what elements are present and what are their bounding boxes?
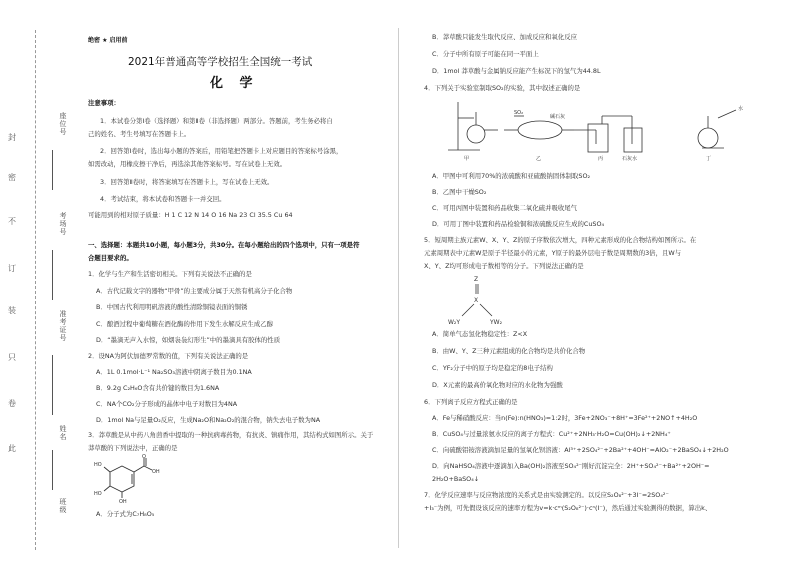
atomic-mass-line: 可能用到的相对原子质量：H 1 C 12 N 14 O 16 Na 23 Cl 35.5 Cu 64	[88, 211, 293, 219]
column-separator	[398, 28, 399, 548]
option-line: B．9.2g C₂H₆O含有共价键的数目为1.6NA	[96, 384, 220, 392]
question-stem: 4．下列关于实验室制取SO₂的实验，其中叙述正确的是	[424, 84, 581, 92]
note-line: 如需改动，用橡皮擦干净后，再选涂其他答案标号。写在试卷上无效。	[88, 160, 287, 168]
option-line: C．分子中所有原子可能在同一平面上	[432, 50, 539, 58]
section-heading: 一、选择题：本题共10小题，每小题3分，共30分。在每小题给出的四个选项中，只有一项是符	[88, 241, 360, 249]
apparatus-label-a: 甲	[464, 156, 470, 162]
svg-text:OH: OH	[119, 499, 127, 504]
note-line: 1．本试卷分第Ⅰ卷（选择题）和第Ⅱ卷（非选择题）两部分。答题前，考生务必将自	[100, 117, 333, 125]
exam-room-line[interactable]	[52, 250, 53, 300]
group-w2y: W₂Y	[448, 319, 461, 326]
soda-lime-label: 碱石灰	[550, 114, 566, 120]
name-line[interactable]	[52, 450, 53, 490]
option-line: A．简单气态氢化物稳定性：Z<X	[432, 330, 528, 338]
class-label: 班级	[59, 498, 67, 514]
binding-char: 卷	[8, 399, 16, 408]
apparatus-label-b: 乙	[536, 156, 542, 162]
admission-number-line[interactable]	[52, 355, 53, 415]
atom-x: X	[474, 297, 479, 304]
seat-number-line[interactable]	[52, 150, 53, 190]
option-line: D．可用丁图中装置和药品检验铜和浓硫酸反应生成的CuSO₄	[432, 220, 605, 228]
apparatus-label-c: 丙	[598, 156, 604, 162]
binding-char: 密	[8, 173, 16, 182]
option-line: C．NA个CO₂分子形成的晶体中电子对数目为4NA	[96, 400, 238, 408]
option-line: B．莽草酸只能发生取代反应、加成反应和氧化反应	[432, 33, 577, 41]
question-stem: 3．莽草酸是从中药八角茴香中提取的一种抗病毒药物，有抗炎、镇痛作用，其结构式如图所示。关于	[88, 431, 374, 439]
option-line: B．乙图中干燥SO₂	[432, 188, 487, 196]
binding-char: 装	[8, 306, 16, 315]
question-stem-cont: 元素周期表中元素W是原子半径最小的元素，Y原子的最外层电子数是周期数的3倍，且W与	[424, 249, 682, 257]
option-line: A．Fe与稀硝酸反应：当n(Fe):n(HNO₃)=1:2时，3Fe+2NO₃⁻+8H⁺=3Fe²⁺+2NO↑+4H₂O	[432, 414, 698, 422]
apparatus-label-d: 丁	[706, 156, 712, 162]
question-stem-cont: 莽草酸的下列说法中，正确的是	[88, 444, 178, 452]
so2-label: SO₂	[514, 110, 524, 116]
binding-char: 订	[8, 264, 16, 273]
binding-char: 不	[8, 217, 16, 226]
svg-text:HO: HO	[94, 491, 102, 497]
option-line: A．古代记载文字的器物“甲骨”的主要成分属于天然有机高分子化合物	[96, 287, 293, 295]
lime-water-label: 石灰水	[622, 156, 638, 162]
compound-structure	[440, 272, 520, 328]
binding-char: 只	[8, 353, 16, 362]
group-yw2: YW₂	[490, 319, 503, 326]
question-stem: 1．化学与生产和生活密切相关。下列有关说法不正确的是	[88, 270, 252, 278]
option-line: D．“墨滴无声入水惊，如烟袅袅幻形生”中的墨滴具有胶体的性质	[96, 336, 281, 344]
atom-z: Z	[474, 276, 479, 283]
apparatus-figure	[440, 98, 770, 162]
option-line: C．可用丙图中装置和药品收集二氧化硫并吸收尾气	[432, 204, 578, 212]
svg-text:HO: HO	[94, 462, 102, 468]
exam-title: 2021年普通高等学校招生全国统一考试	[128, 56, 313, 68]
option-line: C．酿酒过程中葡萄糖在酒化酶的作用下发生水解反应生成乙醇	[96, 320, 274, 328]
question-stem: 6．下列离子反应方程式正确的是	[424, 398, 518, 406]
option-line-cont: 2H₂O+BaSO₄↓	[432, 475, 480, 483]
svg-text:OH: OH	[152, 469, 160, 475]
note-line: 己的姓名、考生号填写在答题卡上。	[88, 130, 191, 138]
question-stem-cont: +I₃⁻为例，可先假设该反应的速率方程为v=k·cᵐ(S₂O₈²⁻)·cⁿ(I⁻)，然后通过实验测得的数据，算出k、	[424, 504, 712, 512]
option-line: C．向硫酸铝铵溶液滴加足量的氢氧化钡溶液：Al³⁺+2SO₄²⁻+2Ba²⁺+4OH⁻=AlO₂⁻+2BaSO₄↓+2H₂O	[432, 446, 729, 454]
question-stem: 7．化学反应速率与反应物浓度的关系式是由实验测定的。以反应S₂O₈²⁻+3I⁻=2SO₄²⁻	[424, 491, 669, 499]
option-line: A．分子式为C₇H₈O₅	[96, 510, 155, 518]
water-label: 水	[738, 106, 744, 112]
binding-dashed-line	[35, 30, 36, 550]
option-line: B．CuSO₄与过量浓氨水反应的离子方程式：Cu²⁺+2NH₃·H₂O=Cu(OH)₂↓+2NH₄⁺	[432, 430, 671, 438]
option-line: D．1mol Na与足量O₂反应，生成Na₂O和Na₂O₂的混合物，钠失去电子数为NA	[96, 416, 321, 424]
option-line: A．1L 0.1mol·L⁻¹ Na₂SO₃溶液中阴离子数目为0.1NA	[96, 368, 252, 376]
option-line: A．甲图中可利用70%的浓硫酸和亚硫酸钠固体制取SO₂	[432, 172, 591, 180]
option-line: D．向NaHSO₄溶液中逐滴加入Ba(OH)₂溶液至SO₄²⁻刚好沉淀完全：2H⁺+SO₄²⁻+Ba²⁺+2OH⁻=	[432, 462, 710, 470]
secret-mark: 绝密 ★ 启用前	[88, 37, 128, 44]
seat-number-label: 座位号	[59, 112, 67, 136]
subject-title: 化 学	[210, 76, 259, 91]
option-line: D．X元素的最高价氧化物对应的水化物为强酸	[432, 381, 563, 389]
option-line: C．YF₂分子中的原子均是稳定的8电子结构	[432, 364, 553, 372]
note-line: 3．回答第Ⅱ卷时，将答案填写在答题卡上，写在试卷上无效。	[100, 178, 274, 186]
admission-number-label: 准考证号	[59, 310, 67, 342]
name-label: 姓名	[59, 425, 67, 441]
note-line: 4．考试结束，将本试卷和答题卡一并交回。	[100, 195, 226, 203]
question-stem: 2．设NA为阿伏加德罗常数的值，下列有关说法正确的是	[88, 352, 249, 360]
binding-char: 此	[8, 444, 16, 453]
note-line: 2．回答第Ⅰ卷时，选出每小题的答案后，用铅笔把答题卡上对应题目的答案标号涂黑，	[100, 147, 343, 155]
section-heading-cont: 合题目要求的。	[88, 254, 133, 262]
binding-char: 封	[8, 133, 16, 142]
svg-text:O: O	[142, 454, 146, 460]
option-line: B．中国古代利用明矾溶液的酸性清除铜镜表面的铜锈	[96, 303, 248, 311]
exam-room-label: 考场号	[59, 212, 67, 236]
option-line: D．1mol 莽草酸与金属钠反应能产生标况下的氢气为44.8L	[432, 67, 601, 75]
option-line: B．由W、Y、Z三种元素组成的化合物均是共价化合物	[432, 347, 586, 355]
question-stem-cont: X、Y、Z均可形成电子数相等的分子。下列说法正确的是	[424, 262, 584, 270]
question-stem: 5．短周期主族元素W、X、Y、Z的原子序数依次增大，四种元素形成的化合物结构如图所示。在	[424, 236, 697, 244]
notes-heading: 注意事项：	[88, 99, 120, 107]
shikimic-acid-structure	[92, 452, 162, 504]
